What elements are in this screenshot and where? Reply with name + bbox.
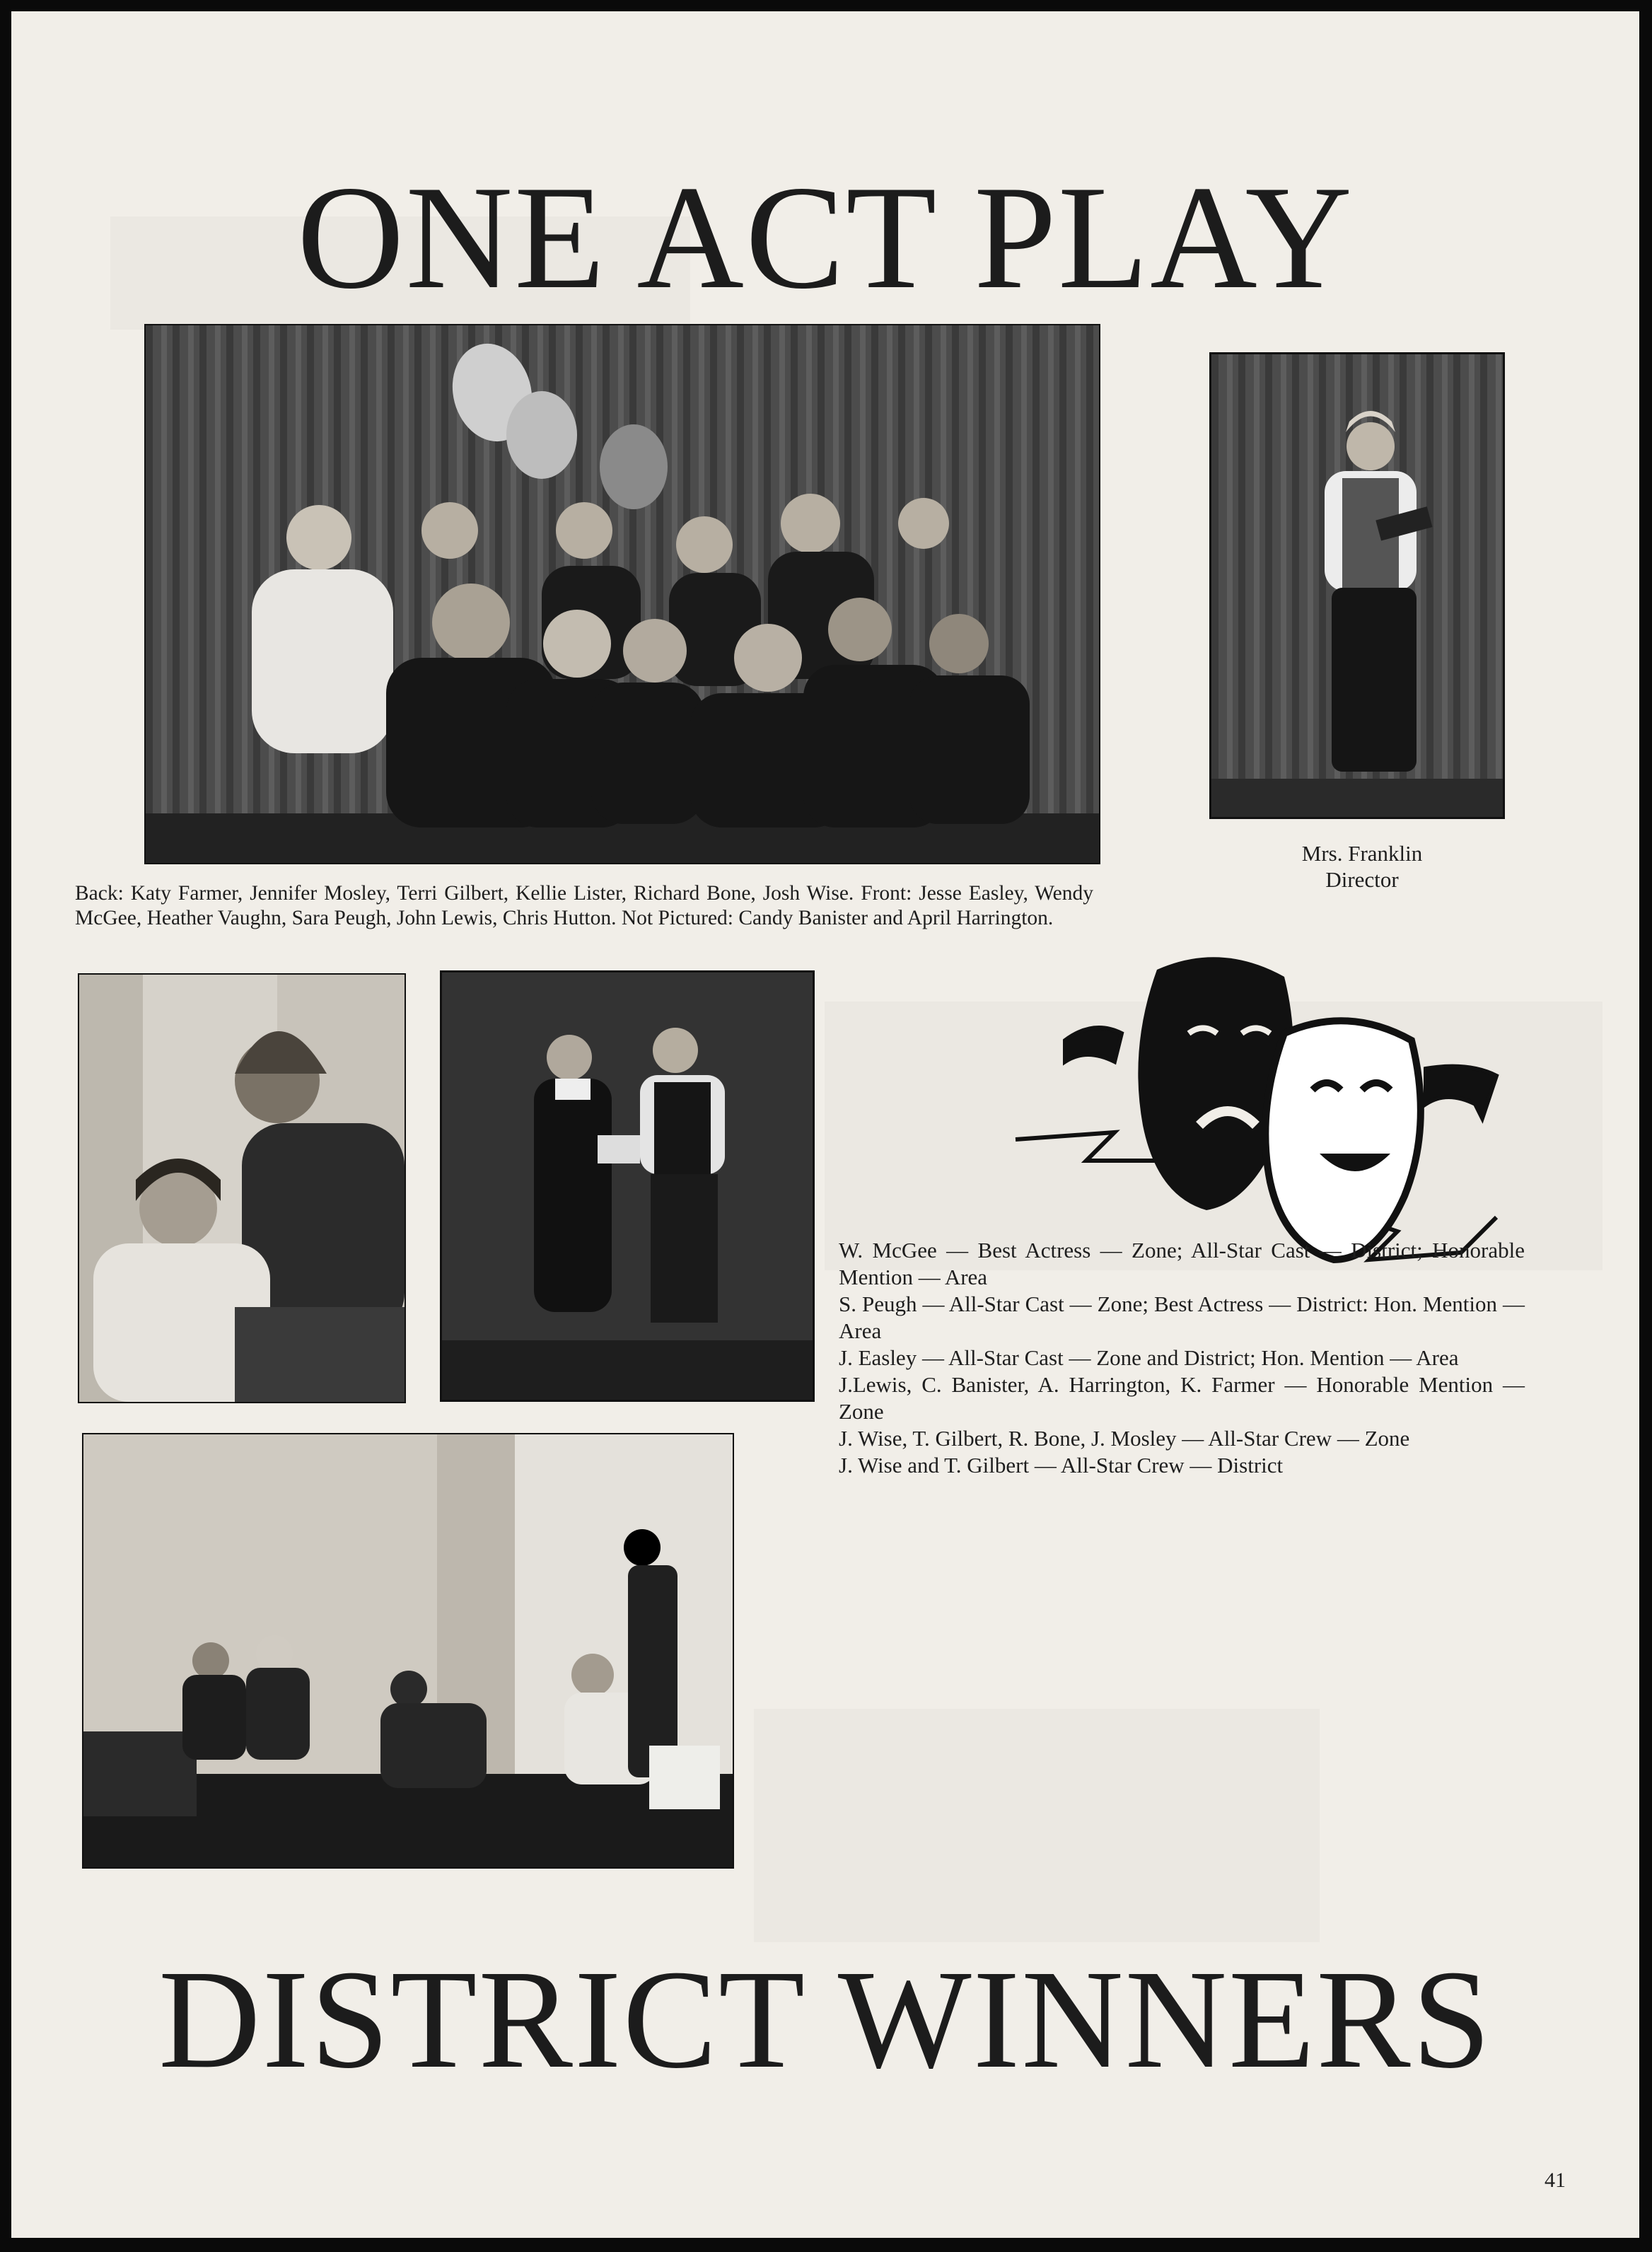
scene-photo-stage-image xyxy=(83,1434,733,1867)
award-entry: J.Lewis, C. Banister, A. Harrington, K. Farmer — Honorable Mention — Zone xyxy=(839,1372,1525,1424)
page-number: 41 xyxy=(1545,2169,1566,2192)
director-role: Director xyxy=(1325,867,1399,892)
makeup-photo-image xyxy=(79,975,405,1402)
group-photo-image xyxy=(146,325,1099,863)
award-entry: J. Wise and T. Gilbert — All-Star Crew — District xyxy=(839,1453,1284,1478)
scene-photo-two-actors xyxy=(440,970,815,1402)
group-photo xyxy=(144,324,1100,864)
awards-list xyxy=(839,1237,1525,1479)
group-photo-caption: Back: Katy Farmer, Jennifer Mosley, Terri Gilbert, Kellie Lister, Richard Bone, Josh Wise. Front: Jesse Easley, Wendy McGee, Heather Vaughn, Sara Peugh, John Lewis, Chris Hutton. Not Pictured: Candy Banister and April Harrington. xyxy=(75,882,1093,929)
award-entry: J. Wise, T. Gilbert, R. Bone, J. Mosley — All-Star Crew — Zone xyxy=(839,1426,1410,1451)
director-photo xyxy=(1209,352,1505,819)
makeup-photo xyxy=(78,973,406,1403)
show-through-block xyxy=(754,1709,1320,1942)
award-entry: S. Peugh — All-Star Cast — Zone; Best Actress — District: Hon. Mention — Area xyxy=(839,1292,1525,1343)
award-entry: J. Easley — All-Star Cast — Zone and District; Hon. Mention — Area xyxy=(839,1345,1459,1370)
award-entry: W. McGee — Best Actress — Zone; All-Star Cast — District; Honorable Mention — Area xyxy=(839,1238,1525,1289)
director-photo-image xyxy=(1211,354,1503,817)
scene-photo-stage xyxy=(82,1433,734,1869)
scene-photo-two-actors-image xyxy=(442,973,813,1400)
section-footer-title: DISTRICT WINNERS xyxy=(158,1942,1492,2098)
director-name: Mrs. Franklin xyxy=(1301,841,1423,866)
page-title: ONE ACT PLAY xyxy=(296,156,1354,320)
yearbook-page xyxy=(11,11,1639,2238)
director-caption xyxy=(1228,840,1496,893)
